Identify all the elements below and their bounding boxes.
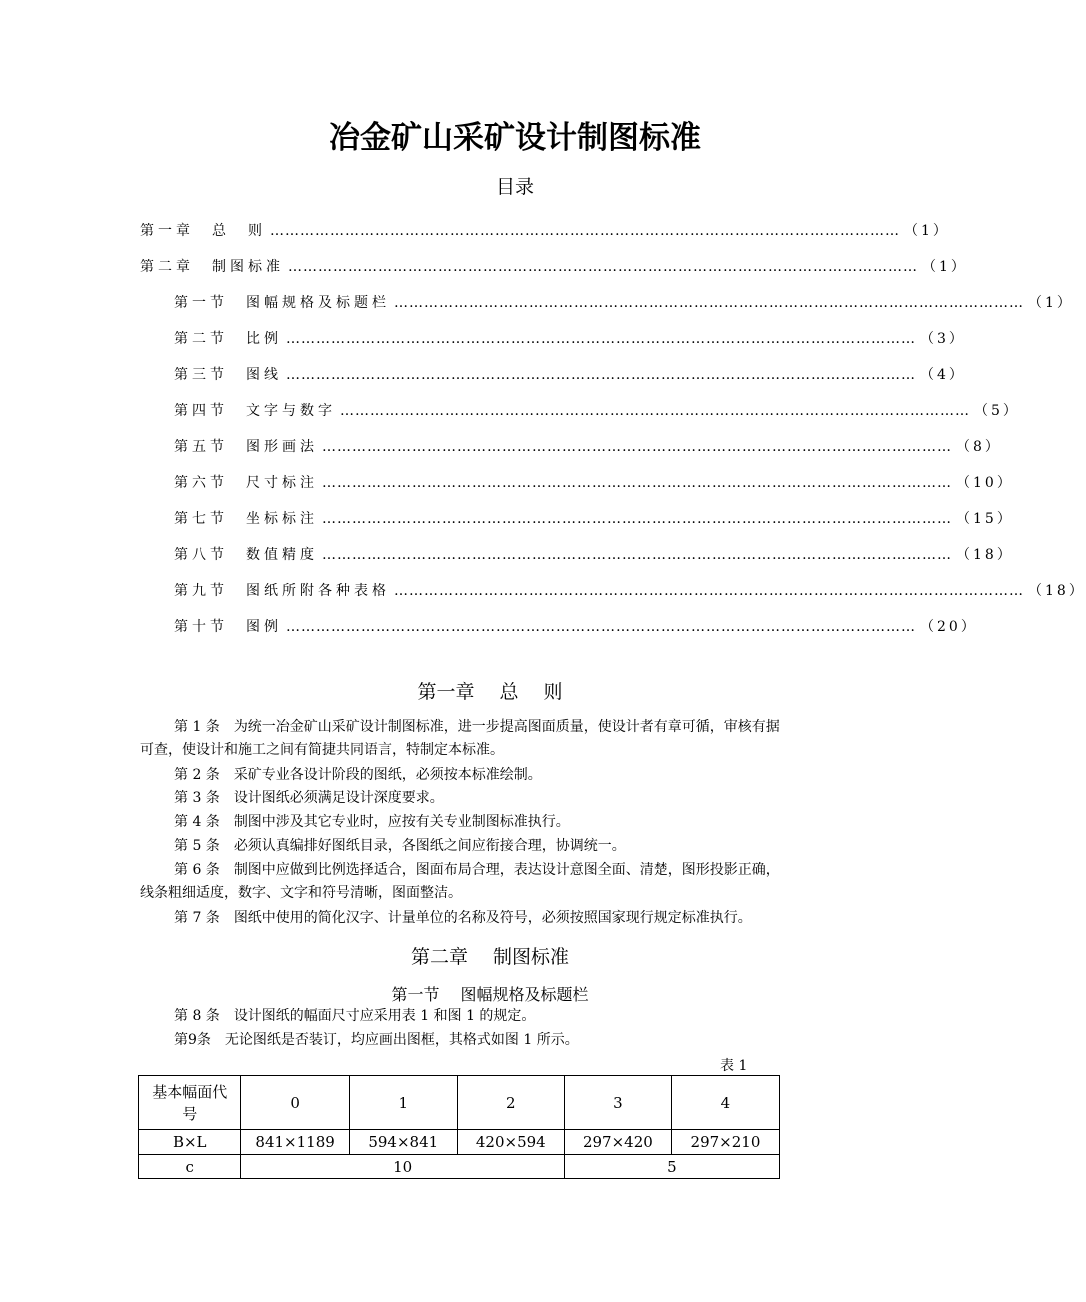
- article-text: 图纸中使用的简化汉字、计量单位的名称及符号，必须按照国家现行规定标准执行。: [233, 910, 752, 926]
- toc-item-label: 第一节 图幅规格及标题栏: [174, 295, 390, 311]
- toc-item-page: （4）: [920, 367, 966, 383]
- paper-size-table: [138, 1075, 780, 1179]
- toc-item[interactable]: [140, 254, 968, 280]
- toc-item-label: 第十节 图例: [174, 619, 282, 635]
- article-number: 第 7 条: [174, 910, 220, 926]
- toc-item-page: （20）: [920, 619, 978, 635]
- toc-leader: ………………………………………………………………………………………………………………: [322, 511, 952, 527]
- article-number: 第 8 条: [174, 1008, 220, 1024]
- chapter-1-heading: 第一章 总 则: [417, 681, 563, 703]
- toc-leader: ………………………………………………………………………………………………………………: [286, 619, 916, 635]
- toc-item-page: （10）: [956, 475, 1014, 491]
- article-number: 第9条: [174, 1032, 211, 1048]
- toc-leader: ………………………………………………………………………………………………………………: [322, 439, 952, 455]
- toc-item[interactable]: [140, 218, 950, 244]
- article-text: 必须认真编排好图纸目录，各图纸之间应衔接合理，协调统一。: [233, 838, 626, 854]
- table-cell: 10: [241, 1155, 564, 1179]
- toc-item-label: 第四节 文字与数字: [174, 403, 336, 419]
- toc-leader: ………………………………………………………………………………………………………………: [340, 403, 970, 419]
- toc-leader: ………………………………………………………………………………………………………………: [288, 259, 918, 275]
- toc-item-label: 第六节 尺寸标注: [174, 475, 318, 491]
- toc-leader: ………………………………………………………………………………………………………………: [322, 475, 952, 491]
- toc-item-label: 第八节 数值精度: [174, 547, 318, 563]
- article-text: 采矿专业各设计阶段的图纸，必须按本标准绘制。: [233, 767, 542, 783]
- table-row: [139, 1076, 780, 1130]
- table-header-cell: B×L: [139, 1130, 241, 1155]
- toc-item-page: （3）: [920, 331, 966, 347]
- toc-item-label: 第五节 图形画法: [174, 439, 318, 455]
- article-text: 设计图纸必须满足设计深度要求。: [233, 790, 444, 806]
- article-number: 第 3 条: [174, 790, 220, 806]
- article-text: 设计图纸的幅面尺寸应采用表 1 和图 1 的规定。: [233, 1008, 536, 1024]
- toc-item[interactable]: [174, 398, 1020, 424]
- article-7: [140, 907, 780, 930]
- article-number: 第 1 条: [174, 719, 220, 735]
- table-cell: 5: [564, 1155, 779, 1179]
- toc-leader: ………………………………………………………………………………………………………………: [394, 295, 1024, 311]
- toc-item[interactable]: [174, 578, 1086, 604]
- toc-item[interactable]: [174, 326, 966, 352]
- table-cell: 4: [671, 1076, 779, 1130]
- toc-item-page: （5）: [974, 403, 1020, 419]
- toc-item-page: （1）: [922, 259, 968, 275]
- toc-item-label: 第九节 图纸所附各种表格: [174, 583, 390, 599]
- table-cell: 420×594: [457, 1130, 564, 1155]
- section-1-heading: 第一节 图幅规格及标题栏: [391, 985, 589, 1004]
- article-text: 无论图纸是否装订，均应画出图框，其格式如图 1 所示。: [224, 1032, 579, 1048]
- article-3: [140, 787, 780, 810]
- article-number: 第 2 条: [174, 767, 220, 783]
- table-cell: 0: [241, 1076, 349, 1130]
- toc-leader: ………………………………………………………………………………………………………………: [394, 583, 1024, 599]
- toc-item-label: 第一章 总 则: [140, 223, 266, 239]
- toc-item[interactable]: [174, 614, 978, 640]
- table-cell: 297×420: [564, 1130, 671, 1155]
- article-text: 制图中应做到比例选择适合，图面布局合理，表达设计意图全面、清楚，图形投影正确，线条粗细适度，数字、文字和符号清晰，图面整洁。: [140, 862, 780, 901]
- toc-item[interactable]: [174, 470, 1014, 496]
- toc-leader: ………………………………………………………………………………………………………………: [270, 223, 900, 239]
- toc-item-page: （1）: [1028, 295, 1074, 311]
- article-2: [140, 764, 780, 787]
- toc-leader: ………………………………………………………………………………………………………………: [286, 367, 916, 383]
- table-cell: 594×841: [349, 1130, 457, 1155]
- toc-item-page: （18）: [1028, 583, 1086, 599]
- table-row: [139, 1155, 780, 1179]
- chapter-2-heading: 第二章 制图标准: [410, 946, 570, 968]
- toc-item-page: （8）: [956, 439, 1002, 455]
- article-1: [140, 716, 780, 762]
- table-cell: 3: [564, 1076, 671, 1130]
- document-title: 冶金矿山采矿设计制图标准: [329, 120, 701, 156]
- table-caption: 表 1: [720, 1058, 748, 1074]
- article-text: 为统一冶金矿山采矿设计制图标准，进一步提高图面质量，使设计者有章可循，审核有据可查，使设计和施工之间有简捷共同语言，特制定本标准。: [140, 719, 780, 758]
- article-5: [140, 835, 780, 858]
- toc-item[interactable]: [174, 290, 1074, 316]
- article-text: 制图中涉及其它专业时，应按有关专业制图标准执行。: [233, 814, 570, 830]
- article-9: [140, 1029, 780, 1052]
- article-number: 第 4 条: [174, 814, 220, 830]
- toc-heading: 目录: [495, 176, 534, 198]
- toc-item-label: 第二章 制图标准: [140, 259, 284, 275]
- article-4: [140, 811, 780, 834]
- article-number: 第 6 条: [174, 862, 220, 878]
- table-row: [139, 1130, 780, 1155]
- toc-leader: ………………………………………………………………………………………………………………: [322, 547, 952, 563]
- toc-item[interactable]: [174, 362, 966, 388]
- toc-item[interactable]: [174, 506, 1014, 532]
- toc-item-page: （1）: [904, 223, 950, 239]
- toc-item[interactable]: [174, 434, 1002, 460]
- table-cell: 841×1189: [241, 1130, 349, 1155]
- toc-item-label: 第三节 图线: [174, 367, 282, 383]
- toc-leader: ………………………………………………………………………………………………………………: [286, 331, 916, 347]
- table-cell: 2: [457, 1076, 564, 1130]
- table-header-cell: c: [139, 1155, 241, 1179]
- toc-item-label: 第七节 坐标标注: [174, 511, 318, 527]
- table-header-cell: 基本幅面代号: [139, 1076, 241, 1130]
- toc-item-page: （15）: [956, 511, 1014, 527]
- table-cell: 297×210: [671, 1130, 779, 1155]
- article-8: [140, 1005, 780, 1028]
- toc-item-label: 第二节 比例: [174, 331, 282, 347]
- toc-item[interactable]: [174, 542, 1014, 568]
- table-cell: 1: [349, 1076, 457, 1130]
- article-6: [140, 859, 780, 905]
- toc-item-page: （18）: [956, 547, 1014, 563]
- article-number: 第 5 条: [174, 838, 220, 854]
